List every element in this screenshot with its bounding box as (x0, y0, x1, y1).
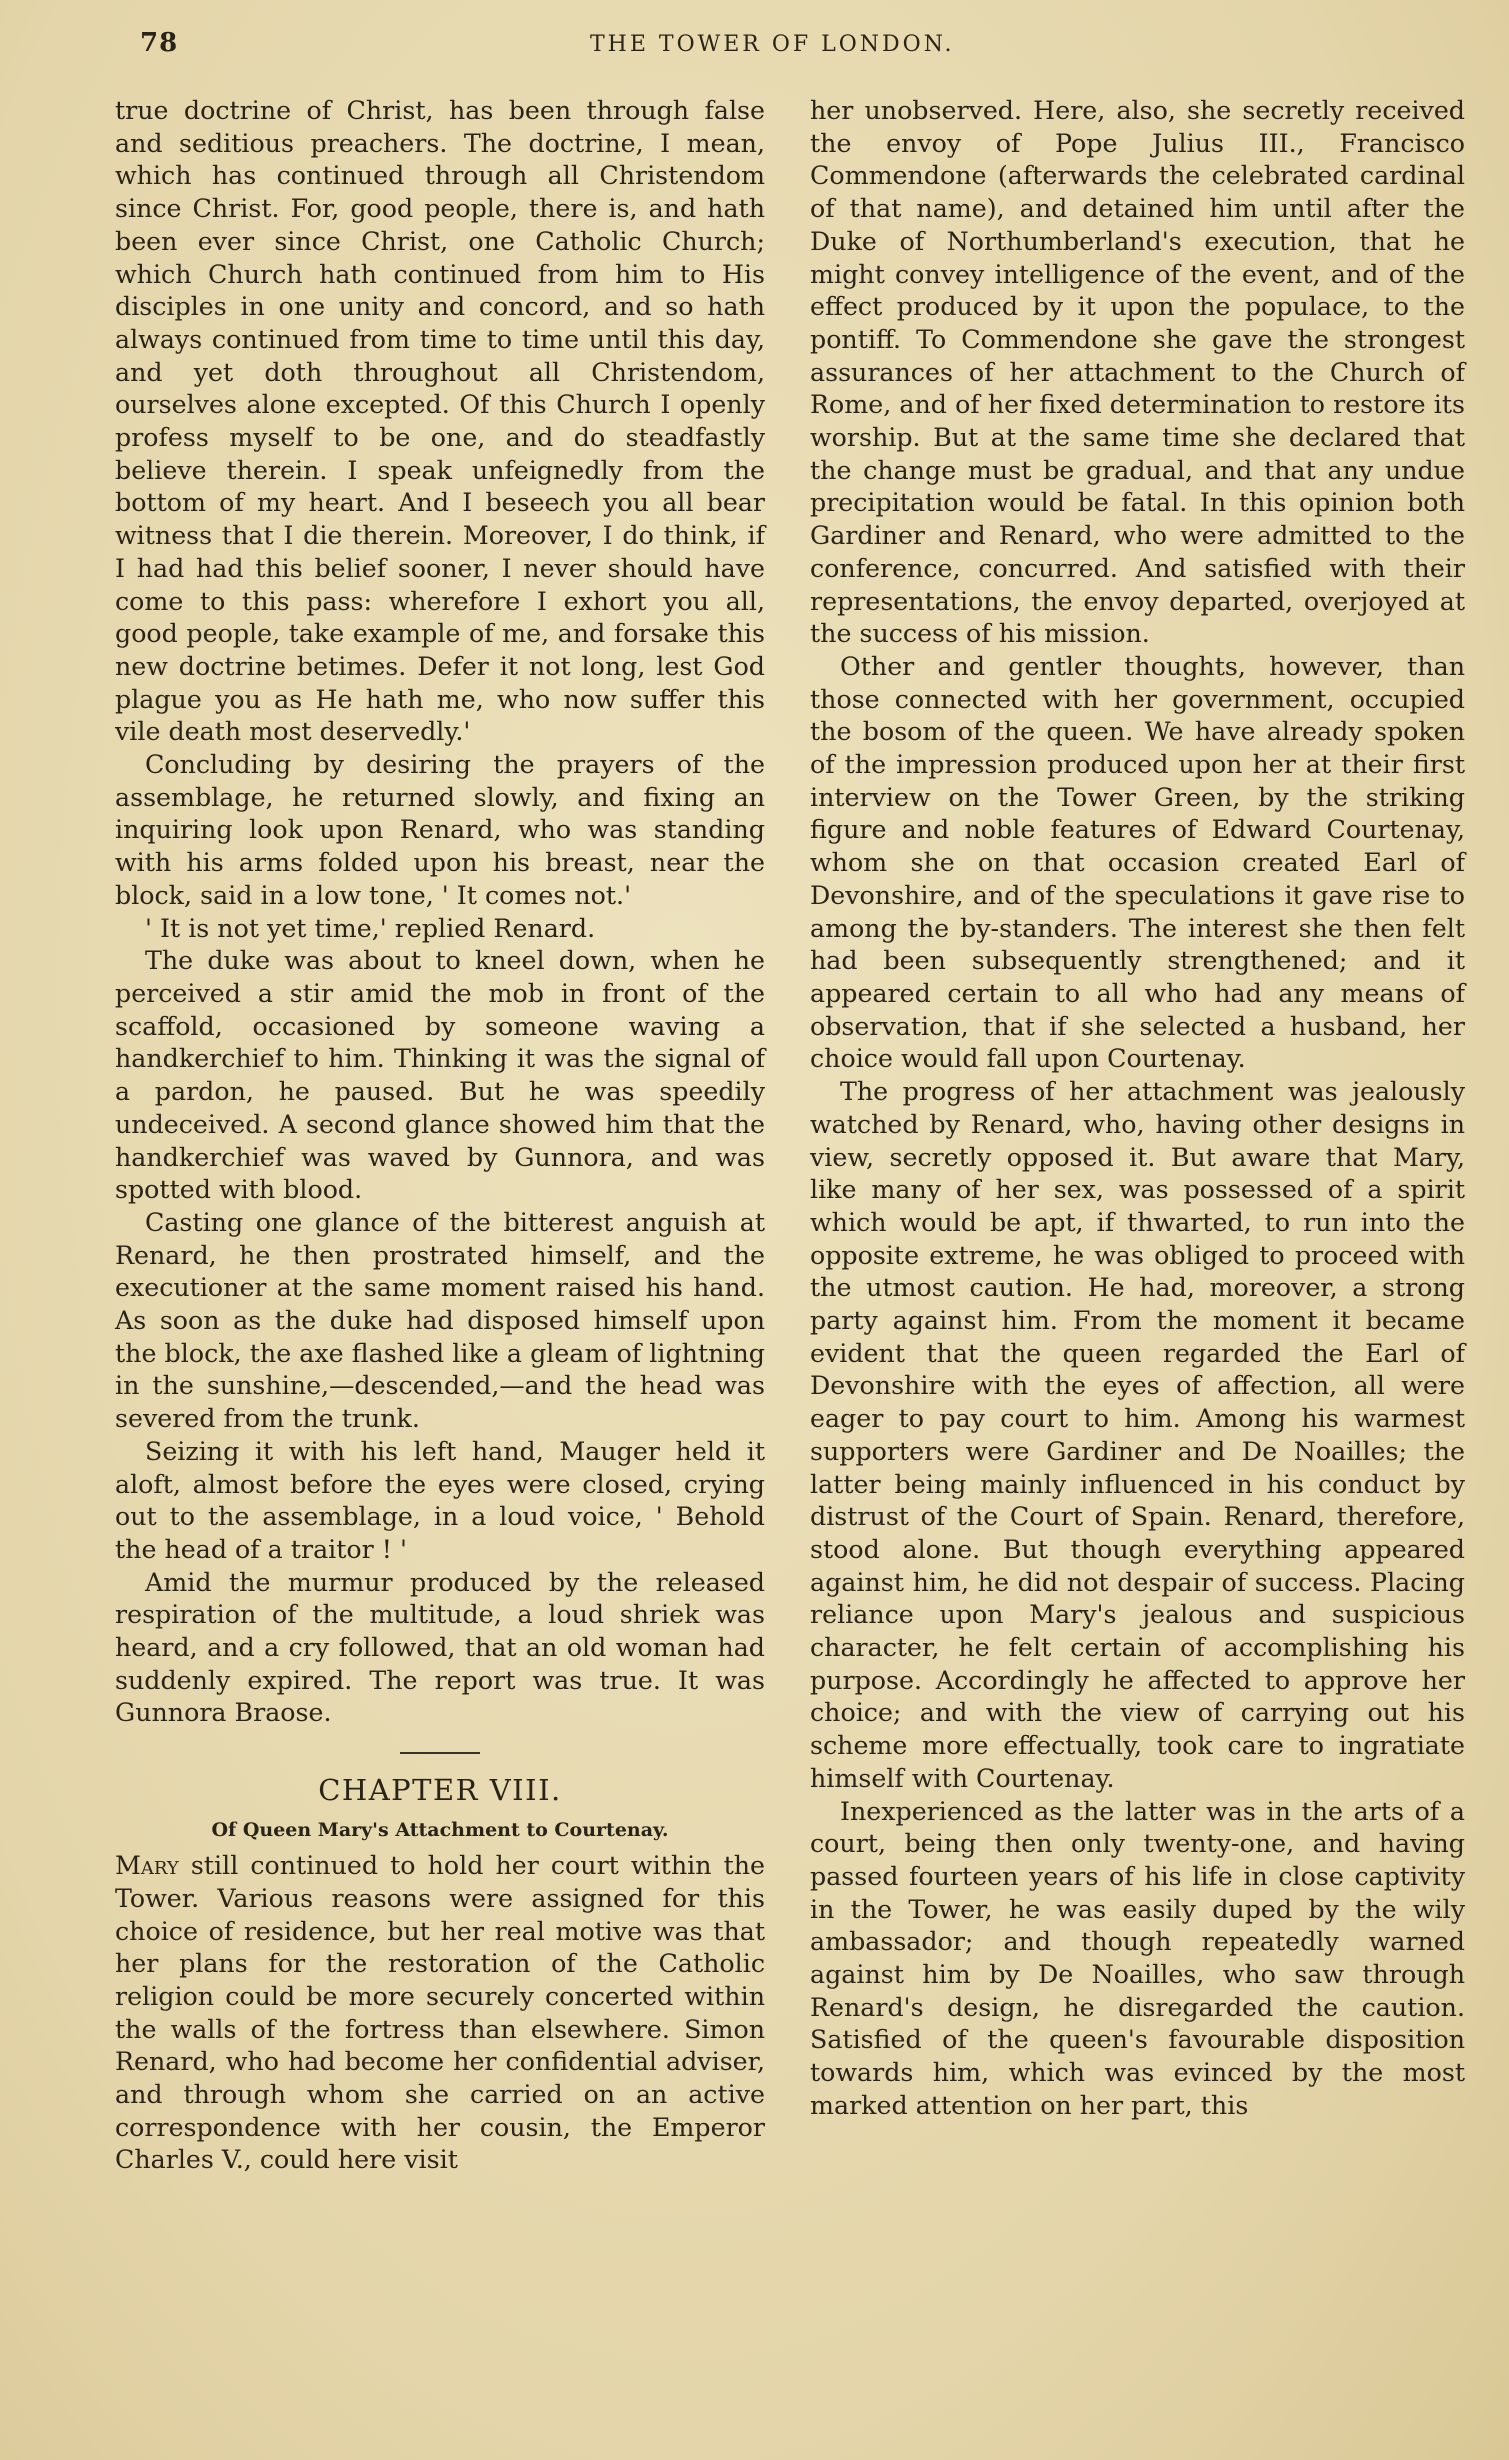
paragraph: The duke was about to kneel down, when he perceived a stir amid the mob in front of the scaffold, occasioned by someone waving a handkerchief to him. Thinking it was the signal of a pardon, he paused. But he was speedily undeceived. A second glance showed him that the handkerchief was waved by Gunnora, and was spotted with blood. (115, 946, 765, 1205)
paragraph: Amid the murmur produced by the released respiration of the multitude, a loud shriek was heard, and a cry followed, that an old woman had suddenly expired. The report was true. It was Gunnora Braose. (115, 1567, 765, 1728)
paragraph: true doctrine of Christ, has been through false and seditious preachers. The doctrine, I mean, which has continued through all Christendom since Christ. For, good people, there is, and hath been ever since Christ, one Catholic Church; which Church hath continued from him to His disciples in one unity and concord, and so hath always continued from time to time until this day, and yet doth throughout all Christendom, ourselves alone excepted. Of this Church I openly profess myself to be one, and do steadfastly believe therein. I speak unfeignedly from the bottom of my heart. And I beseech you all bear witness that I die therein. Moreover, I do think, if I had had this belief sooner, I never should have come to this pass: wherefore I exhort you all, good people, take example of me, and forsake this new doctrine betimes. Defer it not long, lest God plague you as He hath me, who now suffer this vile death most deservedly.' (115, 96, 765, 747)
chapter-lead-word: Mary (115, 1851, 179, 1881)
page-header (140, 28, 1490, 68)
chapter-title: CHAPTER VIII. (318, 1773, 562, 1808)
running-title: THE TOWER OF LONDON. (590, 32, 955, 57)
chapter-subtitle: Of Queen Mary's Attachment to Courtenay. (211, 1819, 669, 1842)
paragraph: The progress of her attachment was jealously watched by Renard, who, having other designs in view, secretly opposed it. But aware that Mary, like many of her sex, was possessed of a spirit which would be apt, if thwarted, to run into the opposite extreme, he was obliged to proceed with the utmost caution. He had, moreover, a strong party against him. From the moment it became evident that the queen regarded the Earl of Devonshire with the eyes of affection, all were eager to pay court to him. Among his warmest supporters were Gardiner and De Noailles; the latter being mainly influenced in his conduct by distrust of the Court of Spain. Renard, therefore, stood alone. But though everything appeared against him, he did not despair of success. Placing reliance upon Mary's jealous and suspicious character, he felt certain of accomplishing his purpose. Accordingly he affected to approve her choice; and with the view of carrying out his scheme more effectually, took care to ingratiate himself with Courtenay. (810, 1077, 1465, 1793)
page-number: 78 (140, 28, 179, 58)
paragraph: Casting one glance of the bitterest anguish at Renard, he then prostrated himself, and the executioner at the same moment raised his hand. As soon as the duke had disposed himself upon the block, the axe flashed like a gleam of lightning in the sunshine,—descended,—and the head was severed from the trunk. (115, 1207, 765, 1434)
paragraph: Inexperienced as the latter was in the arts of a court, being then only twenty-one, and having passed fourteen years of his life in close captivity in the Tower, he was easily duped by the wily ambassador; and though repeatedly warned against him by De Noailles, who saw through Renard's design, he disregarded the caution. Satisfied of the queen's favourable disposition towards him, which was evinced by the most marked attention on her part, this (810, 1796, 1465, 2120)
chapter-opening-paragraph (115, 1850, 765, 2177)
section-divider (400, 1752, 480, 1754)
paragraph: Concluding by desiring the prayers of the assemblage, he returned slowly, and fixing an inquiring look upon Renard, who was standing with his arms folded upon his breast, near the block, said in a low tone, ' It comes not.' (115, 750, 765, 910)
paragraph: ' It is not yet time,' replied Renard. (145, 913, 596, 943)
paragraph: Other and gentler thoughts, however, than those connected with her government, occupied the bosom of the queen. We have already spoken of the impression produced upon her at their first interview on the Tower Green, by the striking figure and noble features of Edward Courtenay, whom she on that occasion created Earl of Devonshire, and of the speculations it gave rise to among the by-standers. The interest she then felt had been subsequently strengthened; and it appeared certain to all who had any means of observation, that if she selected a husband, her choice would fall upon Courtenay. (810, 651, 1465, 1074)
paragraph: her unobserved. Here, also, she secretly received the envoy of Pope Julius III., Francisco Commendone (afterwards the celebrated cardinal of that name), and detained him until after the Duke of Northumberland's execution, that he might convey intelligence of the event, and of the effect produced by it upon the populace, to the pontiff. To Commendone she gave the strongest assurances of her attachment to the Church of Rome, and of her fixed determination to restore its worship. But at the same time she declared that the change must be gradual, and that any undue precipitation would be fatal. In this opinion both Gardiner and Renard, who were admitted to the conference, concurred. And satisfied with their representations, the envoy departed, overjoyed at the success of his mission. (810, 96, 1465, 649)
paragraph-text: still continued to hold her court within the Tower. Various reasons were assigned for this choice of residence, but her real motive was that her plans for the restoration of the Catholic religion could be more securely concerted within the walls of the fortress than elsewhere. Simon Renard, who had become her confidential adviser, and through whom she carried on an active correspondence with her cousin, the Emperor Charles V., could here visit (115, 1851, 765, 2175)
left-column (115, 95, 765, 2177)
right-column (810, 95, 1465, 2123)
paragraph: Seizing it with his left hand, Mauger held it aloft, almost before the eyes were closed, crying out to the assemblage, in a loud voice, ' Behold the head of a traitor ! ' (115, 1436, 765, 1564)
